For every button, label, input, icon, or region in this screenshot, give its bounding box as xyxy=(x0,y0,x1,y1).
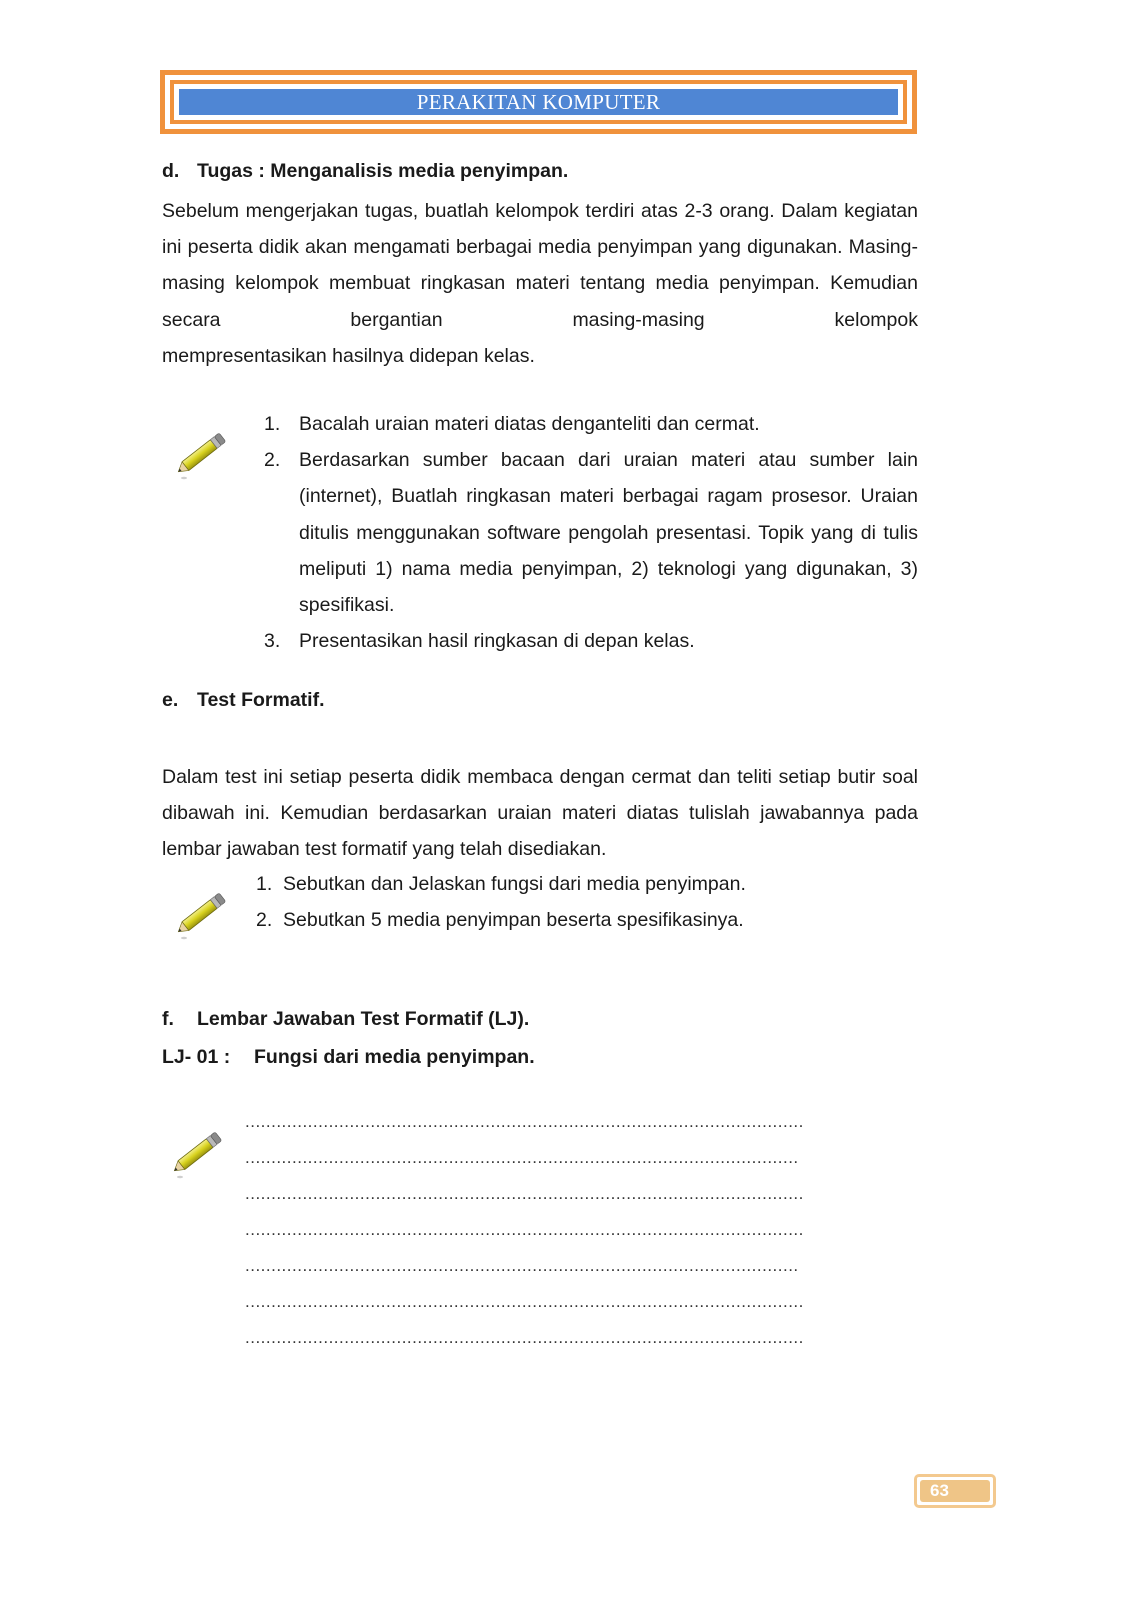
list-item-text: Presentasikan hasil ringkasan di depan kelas. xyxy=(299,630,695,653)
pencil-icon xyxy=(176,418,232,484)
list-item-number: 1. xyxy=(264,413,281,435)
lj-heading xyxy=(162,1043,535,1071)
header-inner-border xyxy=(170,80,907,124)
list-item-number: 1. xyxy=(256,873,273,895)
answer-line: ........................................................................................................... xyxy=(245,1292,804,1311)
section-d-paragraph-last-line: mempresentasikan hasilnya didepan kelas. xyxy=(162,345,535,367)
list-item-text: Sebutkan 5 media penyimpan beserta spesifikasinya. xyxy=(283,909,744,932)
section-e-heading xyxy=(162,686,324,714)
list-item-number: 3. xyxy=(264,630,281,653)
list-item xyxy=(264,442,918,623)
list-item xyxy=(264,623,918,659)
lj-title: Fungsi dari media penyimpan. xyxy=(254,1046,535,1068)
list-item-number: 2. xyxy=(264,449,281,472)
lj-label: LJ- 01 : xyxy=(162,1046,231,1068)
section-f-heading xyxy=(162,1005,529,1033)
list-item xyxy=(256,866,918,902)
header-title: PERAKITAN KOMPUTER xyxy=(179,89,898,115)
section-d-letter: d. xyxy=(162,160,180,182)
pencil-icon xyxy=(176,878,232,944)
answer-line: ........................................................................................................... xyxy=(245,1220,804,1239)
section-d-heading xyxy=(162,157,568,185)
answer-line: ........................................................................................................... xyxy=(245,1328,804,1347)
list-item xyxy=(256,902,918,938)
section-f-letter: f. xyxy=(162,1008,174,1030)
section-e-letter: e. xyxy=(162,689,179,711)
section-e-title: Test Formatif. xyxy=(197,689,325,711)
list-item-text: Sebutkan dan Jelaskan fungsi dari media penyimpan. xyxy=(283,873,746,895)
list-item-number: 2. xyxy=(256,909,273,932)
section-d-task-list xyxy=(264,406,918,659)
list-item xyxy=(264,406,918,442)
section-d-paragraph: Sebelum mengerjakan tugas, buatlah kelompok terdiri atas 2-3 orang. Dalam kegiatan ini peserta didik akan mengamati berbagai media penyimpan yang digunakan. Masing-masing kelompok membuat ringkasan materi tentang media penyimpan. Kemudian secara bergantian masing-masing kelompok xyxy=(162,200,918,331)
section-e-question-list xyxy=(256,866,918,938)
answer-line: .......................................................................................................... xyxy=(245,1148,799,1167)
list-item-text: Bacalah uraian materi diatas denganteliti dan cermat. xyxy=(299,413,760,435)
header-banner xyxy=(160,70,917,134)
pencil-icon xyxy=(172,1117,228,1183)
answer-line: ........................................................................................................... xyxy=(245,1112,804,1131)
section-f-title: Lembar Jawaban Test Formatif (LJ). xyxy=(197,1008,530,1030)
list-item-text: Berdasarkan sumber bacaan dari uraian materi atau sumber lain (internet), Buatlah ringkasan materi berbagai ragam prosesor. Uraian ditulis menggunakan software pengolah presentasi. Topik yang di tulis meliputi 1) nama media penyimpan, 2) teknologi yang digunakan, 3) spesifikasi. xyxy=(299,449,918,617)
section-d-title: Tugas : Menganalisis media penyimpan. xyxy=(197,160,569,182)
section-e-paragraph: Dalam test ini setiap peserta didik membaca dengan cermat dan teliti setiap butir soal dibawah ini. Kemudian berdasarkan uraian materi diatas tulislah jawabannya pada lembar jawaban test formatif yang telah disediakan. xyxy=(162,766,918,861)
page-number: 63 xyxy=(920,1480,990,1502)
answer-line: ........................................................................................................... xyxy=(245,1184,804,1203)
answer-line: .......................................................................................................... xyxy=(245,1256,799,1275)
page-number-badge xyxy=(914,1474,996,1508)
